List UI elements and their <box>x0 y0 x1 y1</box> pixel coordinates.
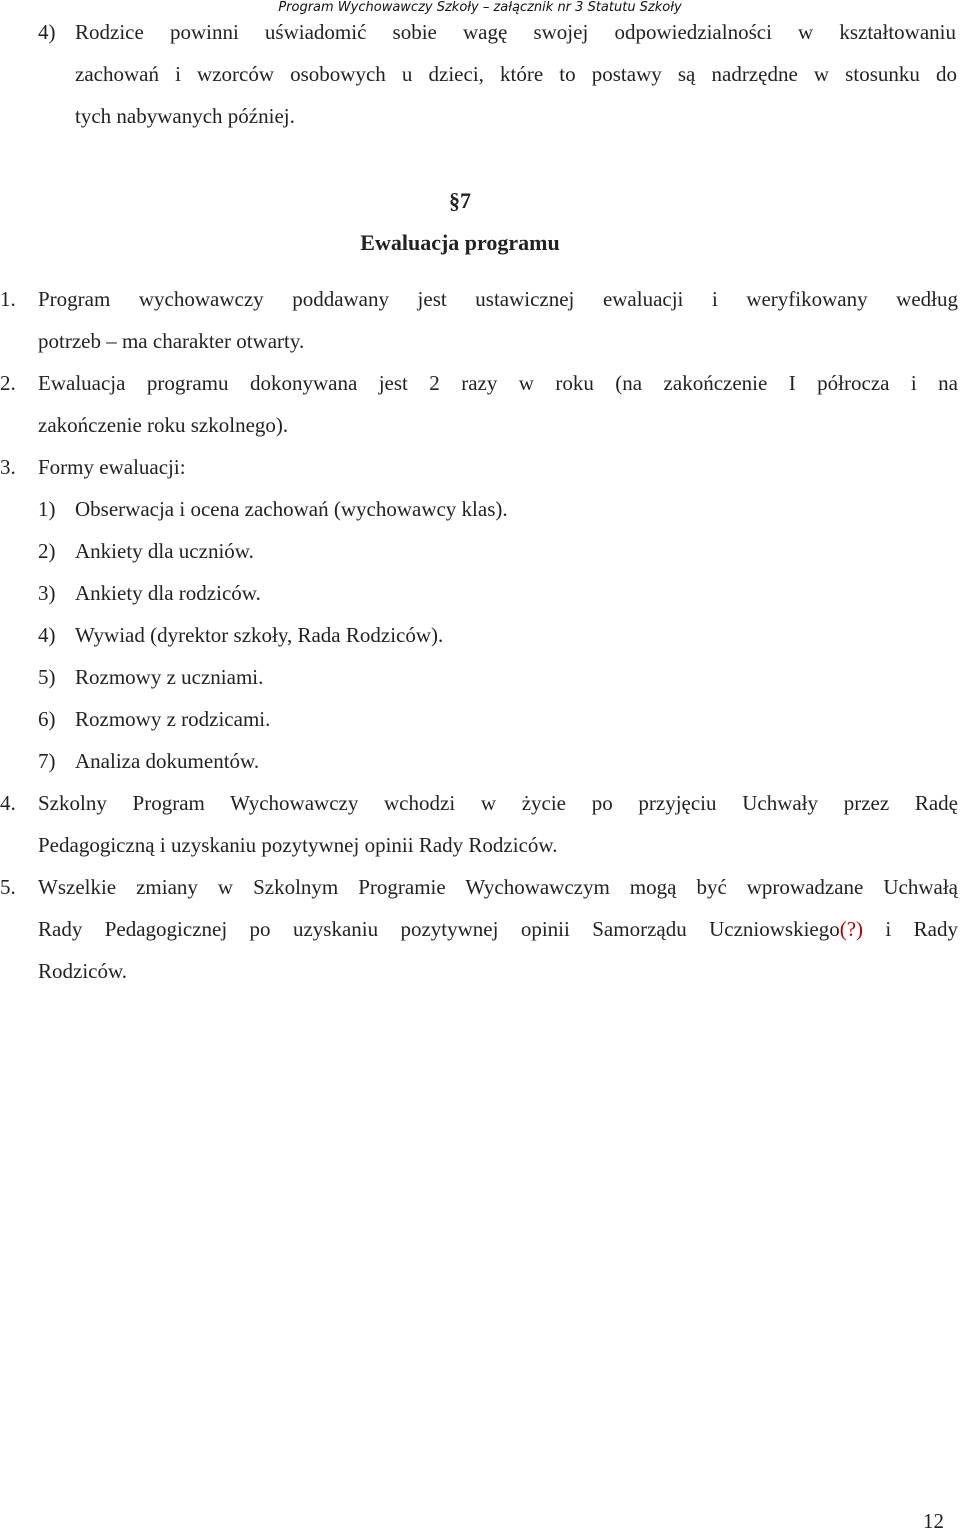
sub-item-number: 6) <box>38 707 56 731</box>
question-annotation: (?) <box>839 917 864 941</box>
point-2-number: 2. <box>0 371 16 395</box>
point-5-line2-text: Rady Pedagogicznej po uzyskaniu pozytywnej opinii Samorządu Uczniowskiego <box>38 917 840 941</box>
sub-item-2 <box>38 537 254 565</box>
point-5-line2 <box>38 915 958 943</box>
point-4-line2: Pedagogiczną i uzyskaniu pozytywnej opinii Rady Rodziców. <box>38 833 558 857</box>
point-2-line1 <box>0 369 958 397</box>
point-2-text: Ewaluacja programu dokonywana jest 2 razy w roku (na zakończenie I półrocza i na <box>38 371 958 395</box>
section-title: Ewaluacja programu <box>360 230 560 255</box>
sub-item-number: 1) <box>38 497 56 521</box>
point-5-line1 <box>0 873 958 901</box>
point-4-number: 4. <box>0 791 16 815</box>
point-5-number: 5. <box>0 875 16 899</box>
intro-item-line1 <box>38 18 958 46</box>
sub-item-7 <box>38 747 259 775</box>
point-3-number: 3. <box>0 455 16 479</box>
sub-item-text: Rozmowy z rodzicami. <box>75 707 271 731</box>
sub-item-text: Ankiety dla uczniów. <box>75 539 254 563</box>
intro-item-line2: zachowań i wzorców osobowych u dzieci, które to postawy są nadrzędne w stosunku do <box>75 62 957 86</box>
sub-item-number: 7) <box>38 749 56 773</box>
point-4-line1 <box>0 789 958 817</box>
point-1-line1 <box>0 285 958 313</box>
sub-item-number: 3) <box>38 581 56 605</box>
point-2-line2: zakończenie roku szkolnego). <box>38 413 289 437</box>
point-1-text: Program wychowawczy poddawany jest ustawicznej ewaluacji i weryfikowany według <box>38 287 958 311</box>
point-1-line2: potrzeb – ma charakter otwarty. <box>38 329 305 353</box>
sub-item-3 <box>38 579 261 607</box>
point-5-line2-end: i Rady <box>863 917 958 941</box>
sub-item-5 <box>38 663 263 691</box>
section-number: §7 <box>449 188 471 213</box>
sub-item-4 <box>38 621 443 649</box>
point-5-line3: Rodziców. <box>38 959 128 983</box>
page-header: Program Wychowawczy Szkoły – załącznik nr 3 Statutu Szkoły <box>278 0 682 15</box>
sub-item-number: 2) <box>38 539 56 563</box>
sub-item-number: 4) <box>38 623 56 647</box>
intro-item-text: Rodzice powinni uświadomić sobie wagę swojej odpowiedzialności w kształtowaniu <box>75 20 956 44</box>
page-number: 12 <box>923 1509 944 1533</box>
point-4-text: Szkolny Program Wychowawczy wchodzi w życie po przyjęciu Uchwały przez Radę <box>38 791 958 815</box>
sub-item-1 <box>38 495 508 523</box>
point-3-text: Formy ewaluacji: <box>38 455 186 479</box>
sub-item-text: Obserwacja i ocena zachowań (wychowawcy klas). <box>75 497 508 521</box>
point-1-number: 1. <box>0 287 16 311</box>
intro-item-line3: tych nabywanych później. <box>75 104 295 128</box>
sub-item-text: Rozmowy z uczniami. <box>75 665 264 689</box>
sub-item-number: 5) <box>38 665 56 689</box>
point-5-text: Wszelkie zmiany w Szkolnym Programie Wychowawczym mogą być wprowadzane Uchwałą <box>38 875 958 899</box>
sub-item-text: Wywiad (dyrektor szkoły, Rada Rodziców). <box>75 623 444 647</box>
sub-item-text: Analiza dokumentów. <box>75 749 260 773</box>
sub-item-text: Ankiety dla rodziców. <box>75 581 261 605</box>
intro-item-number: 4) <box>38 20 56 44</box>
sub-item-6 <box>38 705 270 733</box>
point-3-line1 <box>0 453 186 481</box>
